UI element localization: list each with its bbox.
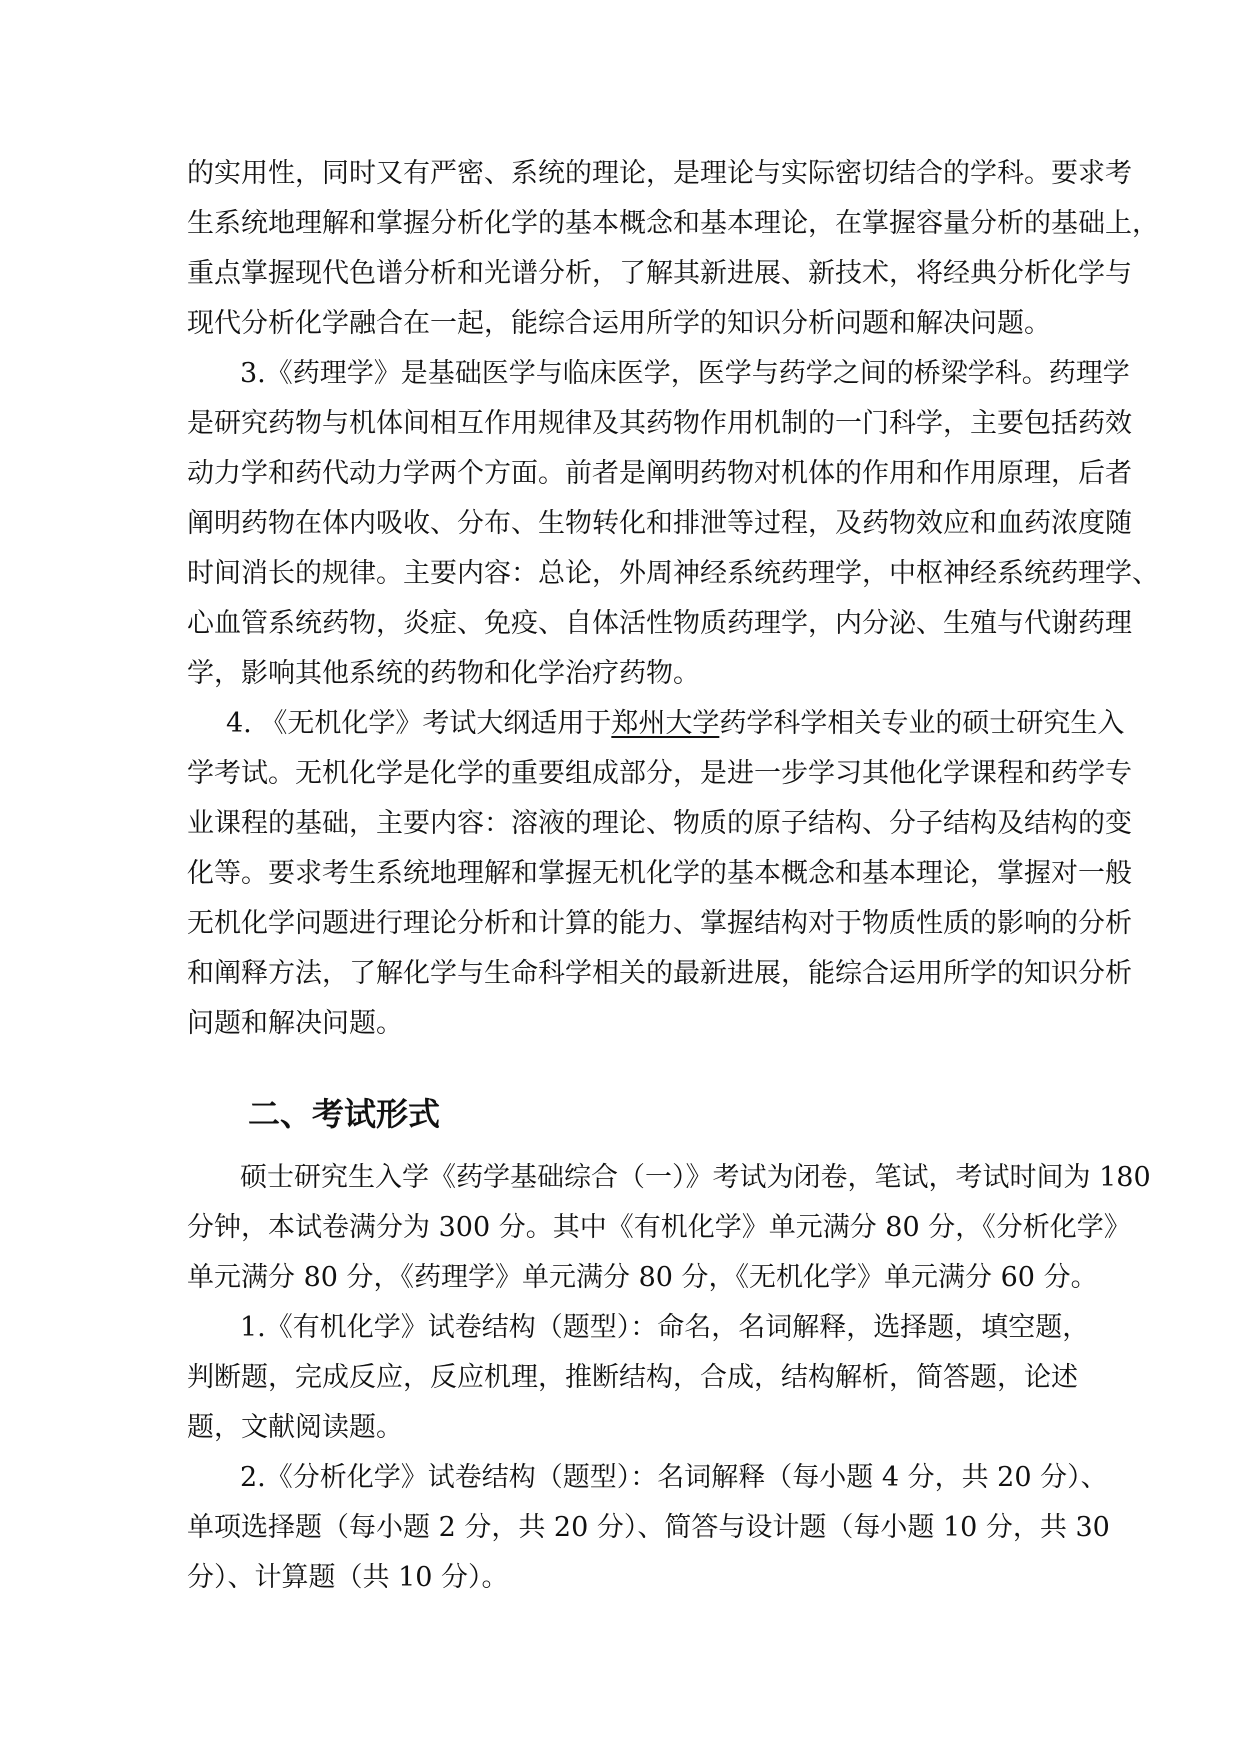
text-segment: 4. 《无机化学》考试大纲适用于 bbox=[226, 708, 612, 739]
section-heading: 二、考试形式 bbox=[248, 1095, 441, 1133]
paragraph-line: 心血管系统药物，炎症、免疫、自体活性物质药理学，内分泌、生殖与代谢药理 bbox=[187, 608, 1132, 639]
paragraph-line: 学考试。无机化学是化学的重要组成部分，是进一步学习其他化学课程和药学专 bbox=[187, 758, 1132, 789]
paragraph-line: 硕士研究生入学《药学基础综合（一）》考试为闭卷，笔试，考试时间为 180 bbox=[240, 1162, 1151, 1193]
university-name: 郑州大学 bbox=[611, 708, 720, 739]
paragraph-line: 单项选择题（每小题 2 分，共 20 分）、简答与设计题（每小题 10 分，共 30 bbox=[187, 1512, 1110, 1543]
paragraph-line: 无机化学问题进行理论分析和计算的能力、掌握结构对于物质性质的影响的分析 bbox=[187, 908, 1132, 939]
paragraph-line: 生系统地理解和掌握分析化学的基本概念和基本理论，在掌握容量分析的基础上， bbox=[187, 208, 1159, 239]
paragraph-line: 单元满分 80 分，《药理学》单元满分 80 分，《无机化学》单元满分 60 分。 bbox=[187, 1262, 1098, 1293]
paragraph-line: 分钟，本试卷满分为 300 分。其中《有机化学》单元满分 80 分，《分析化学》 bbox=[187, 1212, 1131, 1243]
paragraph-line: 重点掌握现代色谱分析和光谱分析，了解其新进展、新技术，将经典分析化学与 bbox=[187, 258, 1132, 289]
paragraph-line: 动力学和药代动力学两个方面。前者是阐明药物对机体的作用和作用原理，后者 bbox=[187, 458, 1132, 489]
paragraph-line: 分）、计算题（共 10 分）。 bbox=[187, 1562, 509, 1593]
paragraph-line: 和阐释方法，了解化学与生命科学相关的最新进展，能综合运用所学的知识分析 bbox=[187, 958, 1132, 989]
paragraph-line: 题，文献阅读题。 bbox=[187, 1412, 403, 1443]
paragraph-line: 判断题，完成反应，反应机理，推断结构，合成，结构解析，简答题，论述 bbox=[187, 1362, 1078, 1393]
paragraph-line: 3.《药理学》是基础医学与临床医学，医学与药学之间的桥梁学科。药理学 bbox=[240, 358, 1130, 389]
paragraph-line: 时间消长的规律。主要内容：总论，外周神经系统药理学，中枢神经系统药理学、 bbox=[187, 558, 1159, 589]
paragraph-line: 化等。要求考生系统地理解和掌握无机化学的基本概念和基本理论，掌握对一般 bbox=[187, 858, 1132, 889]
paragraph-line: 2.《分析化学》试卷结构（题型）：名词解释（每小题 4 分，共 20 分）、 bbox=[240, 1462, 1108, 1493]
text-segment: 药学科学相关专业的硕士研究生入 bbox=[719, 708, 1125, 739]
paragraph-line: 阐明药物在体内吸收、分布、生物转化和排泄等过程，及药物效应和血药浓度随 bbox=[187, 508, 1132, 539]
paragraph-line: 的实用性，同时又有严密、系统的理论，是理论与实际密切结合的学科。要求考 bbox=[187, 158, 1132, 189]
paragraph-line: 业课程的基础，主要内容：溶液的理论、物质的原子结构、分子结构及结构的变 bbox=[187, 808, 1132, 839]
paragraph-line: 现代分析化学融合在一起，能综合运用所学的知识分析问题和解决问题。 bbox=[187, 308, 1051, 339]
paragraph-line: 问题和解决问题。 bbox=[187, 1008, 403, 1039]
paragraph-line bbox=[226, 706, 1124, 742]
paragraph-line: 1.《有机化学》试卷结构（题型）：命名，名词解释，选择题，填空题， bbox=[240, 1312, 1090, 1343]
paragraph-line: 是研究药物与机体间相互作用规律及其药物作用机制的一门科学，主要包括药效 bbox=[187, 408, 1132, 439]
paragraph-line: 学，影响其他系统的药物和化学治疗药物。 bbox=[187, 658, 700, 689]
